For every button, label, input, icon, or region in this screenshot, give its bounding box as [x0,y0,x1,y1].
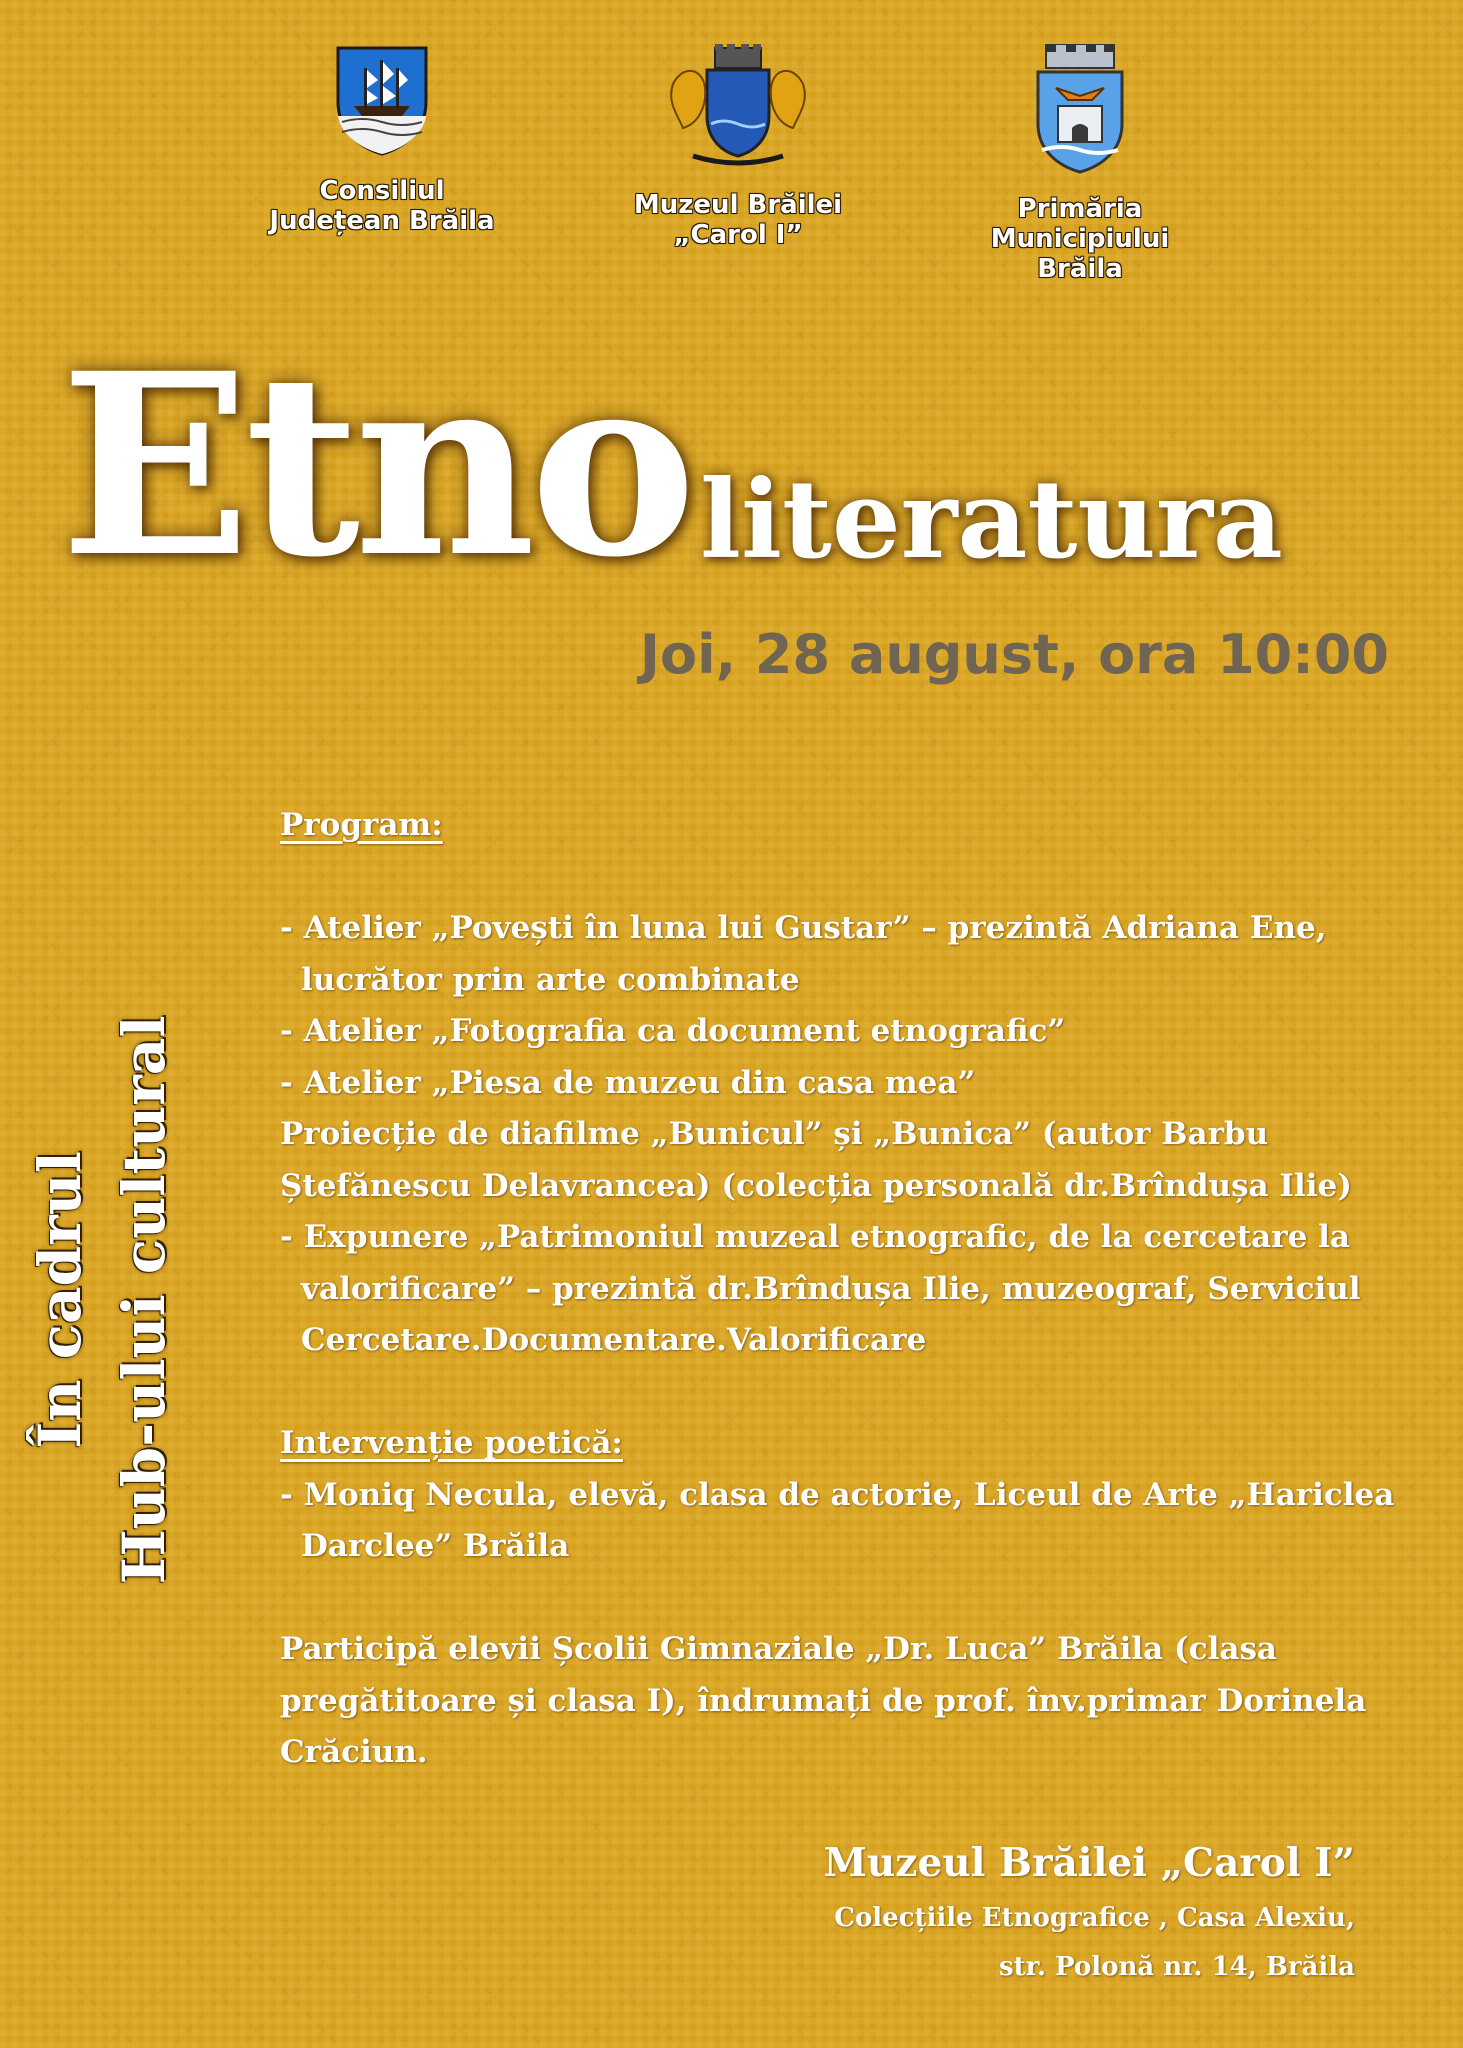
footer-address-line1: Colecțiile Etnografice , Casa Alexiu, [834,1903,1355,1933]
program-item: Proiecție de diafilme „Bunicul” și „Bunica” (autor Barbu Ștefănescu Delavrancea) (colecția personală dr.Brîndușa Ilie) [280,1116,1352,1204]
consiliul-judetean-logo [252,44,512,236]
event-date: Joi, 28 august, ora 10:00 [639,623,1389,686]
side-text-line2: Hub-ului cultural [110,1015,178,1585]
logo-label-consiliul: Consiliul Județean Brăila [269,176,495,236]
footer [824,1832,1355,1992]
lions-shield-icon [663,44,813,170]
title-literatura: literatura [700,457,1283,583]
side-text [18,920,186,1680]
intervention-item: - Moniq Necula, elevă, clasa de actorie, Liceul de Arte „Hariclea Darclee” Brăila [280,1476,1395,1564]
muzeul-brailei-logo [608,44,868,250]
side-text-line1: În cadrul [26,1151,94,1449]
program-item: - Atelier „Fotografia ca document etnografic” [280,1013,1066,1049]
logo-label-muzeul: Muzeul Brăilei „Carol I” [633,190,843,250]
program-item: - Atelier „Povești în luna lui Gustar” – prezintă Adriana Ene, lucrător prin arte combinate [280,910,1327,998]
logo-label-primaria: Primăria Municipiului Brăila [990,194,1170,284]
castle-shield-icon [1032,44,1128,174]
program-heading: Program: [280,807,443,843]
intervention-heading: Intervenție poetică: [280,1425,623,1461]
footer-address-line2: str. Polonă nr. 14, Brăila [998,1952,1355,1982]
primaria-logo [950,44,1210,284]
program-section [280,800,1440,1779]
ship-shield-icon [334,44,430,156]
program-item: - Expunere „Patrimoniul muzeal etnografic, de la cercetare la valorificare” – prezintă dr.Brîndușa Ilie, muzeograf, Serviciul Cercetare.Documentare.Valorificare [280,1219,1361,1358]
program-item: - Atelier „Piesa de muzeu din casa mea” [280,1064,976,1101]
participants-text: Participă elevii Școlii Gimnaziale „Dr. Luca” Brăila (clasa pregătitoare și clasa I), îndrumați de prof. înv.primar Dorinela Crăciun. [280,1631,1367,1770]
title-etno: Etno [60,318,691,612]
footer-org: Muzeul Brăilei „Carol I” [823,1840,1355,1886]
